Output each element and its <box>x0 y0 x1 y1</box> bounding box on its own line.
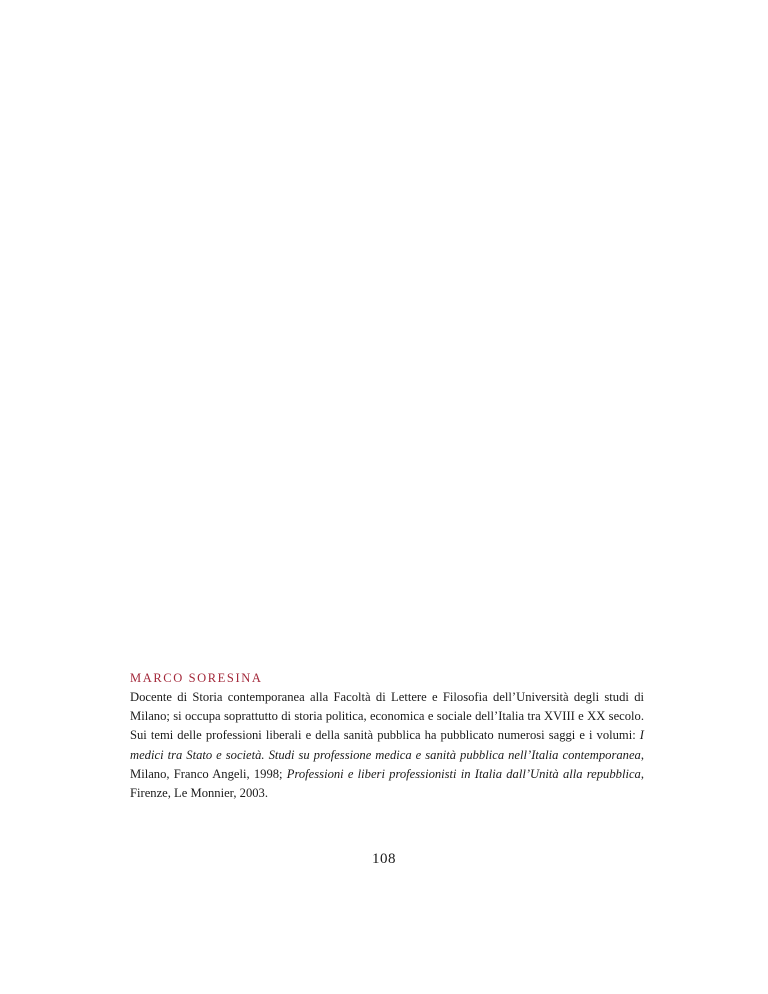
author-name: MARCO SORESINA <box>130 671 263 685</box>
bio-text-part-3: , Firenze, Le Monnier, 2003. <box>130 766 644 801</box>
book-title-1: I medici tra Stato e società. Studi su professione medica e sanità pubblica nell’Italia contemporanea <box>130 728 644 762</box>
author-bio-text <box>130 688 644 803</box>
page-number: 108 <box>372 851 396 867</box>
bio-text-part-1: Docente di Storia contemporanea alla Facoltà di Lettere e Filosofia dell’Università degli studi di Milano; si occupa soprattutto di storia politica, economica e sociale dell’Italia tra XVIII e XX secolo. Sui temi delle professioni liberali e della sanità pubblica ha pubblicato numerosi saggi e i volumi: <box>130 690 644 743</box>
bio-text-part-2: , Milano, Franco Angeli, 1998; <box>130 747 644 781</box>
author-bio-block <box>130 669 644 803</box>
book-title-2: Professioni e liberi professionisti in Italia dall’Unità alla repubblica <box>286 766 641 781</box>
